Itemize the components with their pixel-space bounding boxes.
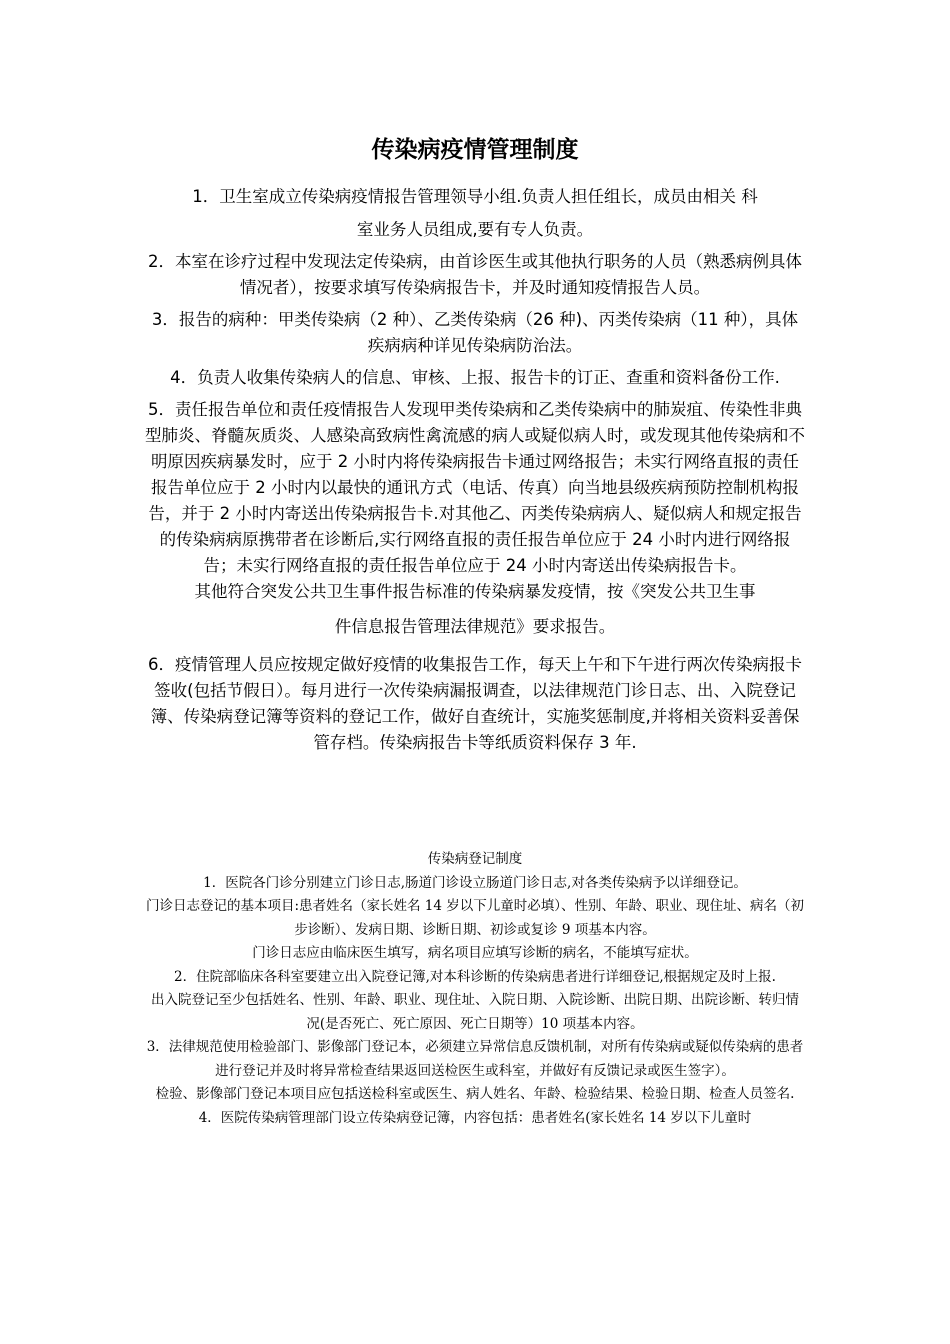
paragraph-item-3: 3．报告的病种：甲类传染病（2 种）、乙类传染病（26 种)、丙类传染病（11 种），具体疾病病种详见传染病防治法。 bbox=[151, 310, 799, 355]
section2-paragraph-8: 4．医院传染病管理部门设立传染病登记簿，内容包括：患者姓名(家长姓名 14 岁以下儿童时 bbox=[198, 1109, 752, 1126]
paragraph-item-1 bbox=[145, 184, 805, 243]
paragraph-extra-line-b: 件信息报告管理法律规范》要求报告。 bbox=[334, 617, 616, 636]
paragraph-item-5: 5．责任报告单位和责任疫情报告人发现甲类传染病和乙类传染病中的肺炭疽、传染性非典型肺炎、脊髓灰质炎、人感染高致病性禽流感的病人或疑似病人时，或发现其他传染病和不明原因疾病暴发时，应于 2 小时内将传染病报告卡通过网络报告；未实行网络直报的责任报告单位应于 2 小时内以最快的通讯方式（电话、传真）向当地县级疾病预防控制机构报告，并于 2 小时内寄送出传染病报告卡.对其他乙、丙类传染病病人、疑似病人和规定报告的传染病病原携带者在诊断后,实行网络直报的责任报告单位应于 24 小时内进行网络报告；未实行网络直报的责任报告单位应于 24 小时内寄送出传染病报告卡。 bbox=[145, 400, 805, 575]
paragraph-item-4: 4．负责人收集传染病人的信息、审核、上报、报告卡的订正、查重和资料备份工作. bbox=[170, 368, 780, 387]
section2-paragraph-2: 门诊日志登记的基本项目:患者姓名（家长姓名 14 岁以下儿童时必填）、性别、年龄、职业、现住址、病名（初步诊断）、发病日期、诊断日期、初诊或复诊 9 项基本内容。 bbox=[145, 898, 805, 938]
section2-paragraph-6: 3．法律规范使用检验部门、影像部门登记本，必须建立异常信息反馈机制，对所有传染病或疑似传染病的患者进行登记并及时将异常检查结果返回送检医生或科室，并做好有反馈记录或医生签字）。 bbox=[146, 1039, 804, 1079]
section2-paragraph-1: 1．医院各门诊分别建立门诊日志,肠道门诊设立肠道门诊日志,对各类传染病予以详细登记。 bbox=[203, 874, 747, 891]
section2-title: 传染病登记制度 bbox=[427, 851, 523, 867]
section2-paragraph-3: 门诊日志应由临床医生填写，病名项目应填写诊断的病名，不能填写症状。 bbox=[252, 945, 698, 961]
paragraph-item-2: 2．本室在诊疗过程中发现法定传染病，由首诊医生或其他执行职务的人员（熟悉病例具体情况者），按要求填写传染病报告卡，并及时通知疫情报告人员。 bbox=[148, 252, 802, 297]
paragraph-extra bbox=[145, 579, 805, 640]
section2-paragraph-5: 出入院登记至少包括姓名、性别、年龄、职业、现住址、入院日期、入院诊断、出院日期、出院诊断、转归情况(是否死亡、死亡原因、死亡日期等）10 项基本内容。 bbox=[151, 992, 799, 1032]
section-epidemic-management bbox=[145, 184, 805, 756]
paragraph-item-6: 6．疫情管理人员应按规定做好疫情的收集报告工作，每天上午和下午进行两次传染病报卡签收(包括节假日）。每月进行一次传染病漏报调查，以法律规范门诊日志、出、入院登记簿、传染病登记簿等资料的登记工作，做好自查统计，实施奖惩制度,并将相关资料妥善保管存档。传染病报告卡等纸质资料保存 3 年. bbox=[148, 655, 802, 752]
document-page bbox=[145, 0, 805, 1344]
section2-paragraph-7: 检验、影像部门登记本项目应包括送检科室或医生、病人姓名、年龄、检验结果、检验日期、检查人员签名. bbox=[155, 1086, 795, 1102]
paragraph-item-1-line-a: 1．卫生室成立传染病疫情报告管理领导小组.负责人担任组长，成员由相关 科 bbox=[192, 187, 758, 206]
section-registration-system bbox=[145, 848, 805, 1130]
document-title: 传染病疫情管理制度 bbox=[371, 137, 579, 163]
paragraph-item-1-line-b: 室业务人员组成,要有专人负责。 bbox=[356, 220, 594, 239]
paragraph-extra-line-a: 其他符合突发公共卫生事件报告标准的传染病暴发疫情，按《突发公共卫生事 bbox=[194, 582, 756, 601]
section2-paragraph-4: 2．住院部临床各科室要建立出入院登记簿,对本科诊断的传染病患者进行详细登记,根据规定及时上报. bbox=[174, 968, 776, 985]
